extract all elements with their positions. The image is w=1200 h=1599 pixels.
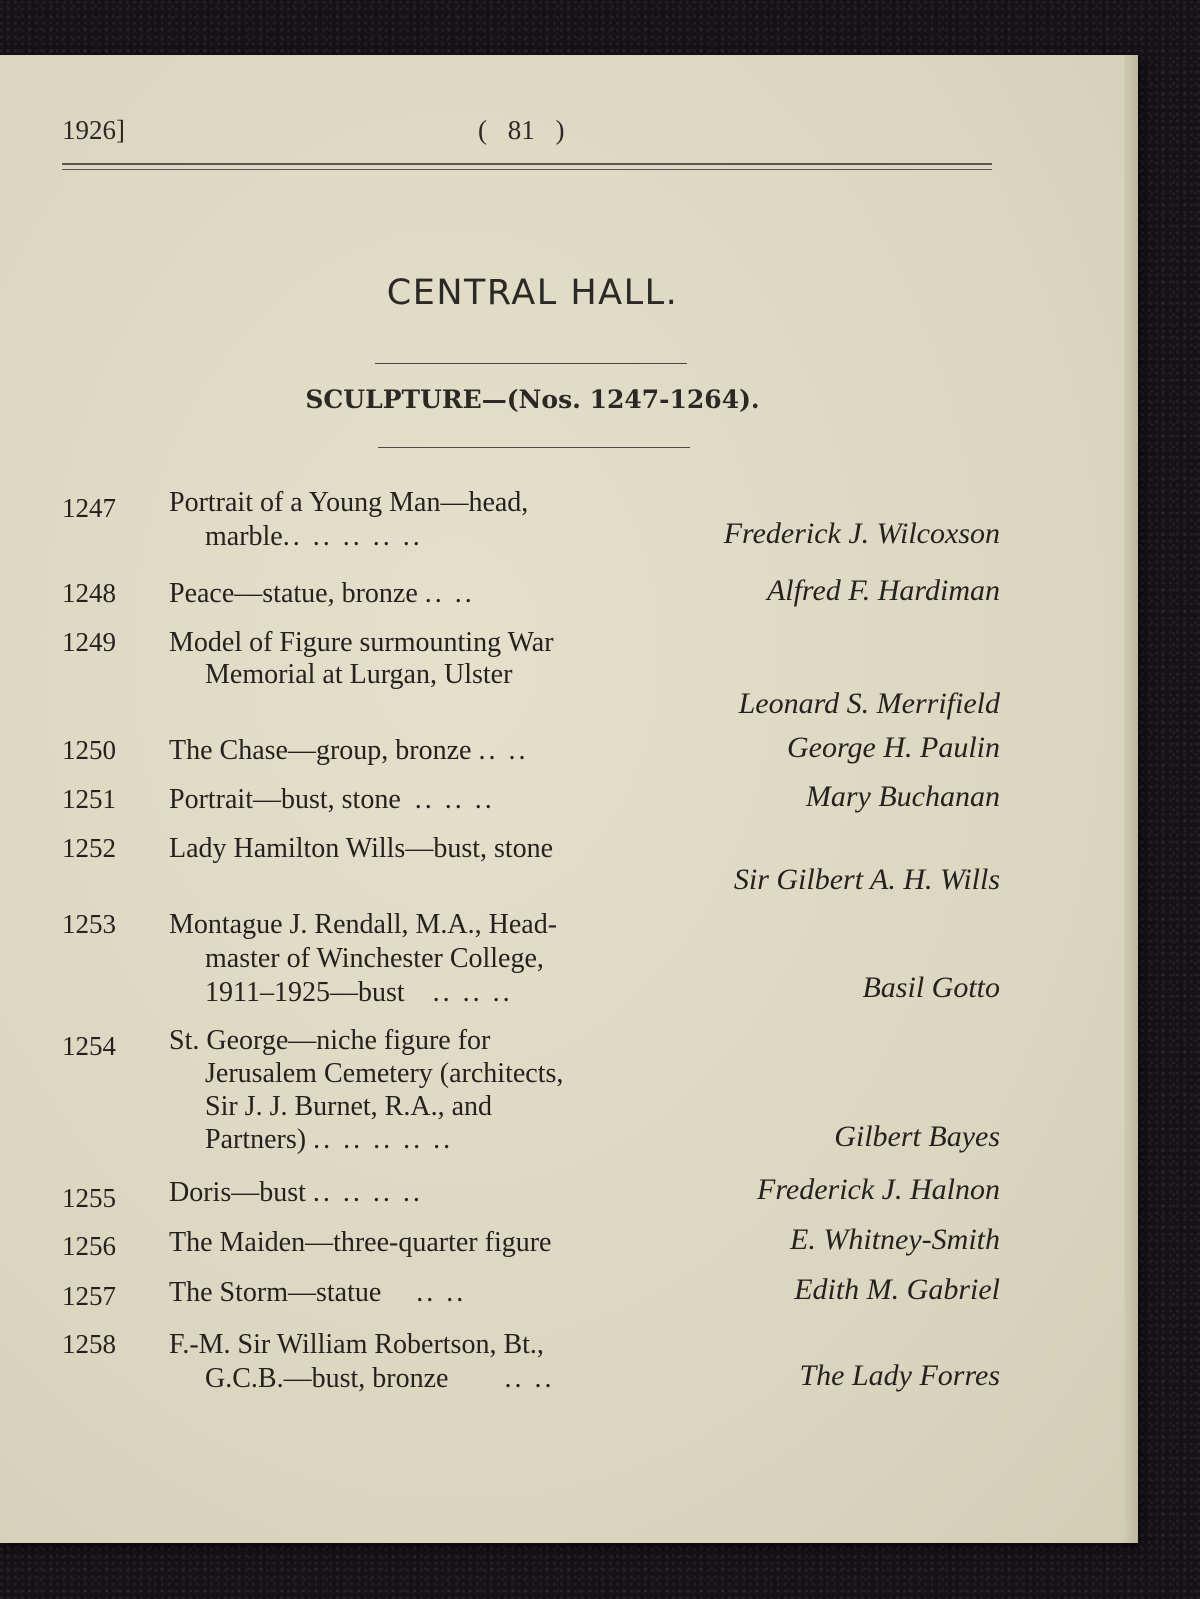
artist-name: George H. Paulin — [786, 731, 1000, 764]
artist-name: Leonard S. Merrifield — [738, 687, 1000, 720]
leader-dots: .. .. — [478, 735, 529, 766]
leader-dots: .. .. .. .. .. — [282, 521, 423, 552]
leader-dots: .. .. .. .. — [312, 1177, 423, 1208]
entry-title-line: Model of Figure surmounting War — [169, 627, 554, 658]
leader-dots: .. .. — [504, 1363, 555, 1394]
entry-title-line: Portrait of a Young Man—head, — [169, 487, 529, 518]
entry-title-line: master of Winchester College, — [205, 943, 544, 974]
running-header — [0, 55, 1138, 175]
entry-number: 1247 — [62, 493, 116, 523]
artist-name: Sir Gilbert A. H. Wills — [733, 863, 1000, 896]
entry-title-line: Memorial at Lurgan, Ulster — [205, 659, 513, 690]
artist-name: Gilbert Bayes — [834, 1120, 1000, 1153]
leader-dots: .. .. .. .. .. — [313, 1124, 454, 1155]
entry-title-line: Partners) .. .. .. .. .. — [205, 1124, 454, 1155]
entry-title-line: Portrait—bust, stone .. .. .. — [169, 784, 495, 815]
artist-name: E. Whitney-Smith — [790, 1223, 1000, 1256]
entry-number: 1257 — [62, 1281, 116, 1311]
title-divider — [375, 363, 687, 364]
entry-title-line: Lady Hamilton Wills—bust, stone — [169, 833, 554, 864]
leader-dots: .. .. .. — [414, 784, 495, 815]
page-edge — [1124, 55, 1138, 1543]
entry-title-line: St. George—niche figure for — [169, 1025, 491, 1056]
entry-title-line: Sir J. J. Burnet, R.A., and — [205, 1091, 492, 1122]
entry-title-line: G.C.B.—bust, bronze .. .. — [205, 1363, 555, 1394]
entry-number: 1249 — [62, 627, 116, 657]
entry-title-line: The Chase—group, bronze .. .. — [169, 735, 529, 766]
section-title: SCULPTURE—(Nos. 1247-1264). — [305, 385, 760, 414]
entry-number: 1251 — [62, 784, 116, 814]
artist-name: Alfred F. Hardiman — [766, 574, 1000, 607]
leader-dots: .. .. — [416, 1277, 467, 1308]
entry-number: 1258 — [62, 1329, 116, 1359]
entry-title-line: F.-M. Sir William Robertson, Bt., — [169, 1329, 544, 1360]
header-year: 1926] — [62, 115, 125, 145]
entry-title-line: The Maiden—three-quarter figure — [169, 1227, 552, 1258]
artist-name: Basil Gotto — [862, 971, 1000, 1004]
entry-number: 1253 — [62, 909, 116, 939]
entry-title-line: 1911–1925—bust .. .. .. — [205, 977, 513, 1008]
leader-dots: .. .. .. — [432, 977, 513, 1008]
entry-number: 1252 — [62, 833, 116, 863]
entry-number: 1248 — [62, 578, 116, 608]
hall-title: CENTRAL HALL. — [386, 273, 679, 313]
header-rule-thin — [62, 169, 992, 170]
entry-number: 1254 — [62, 1031, 116, 1061]
artist-name: Frederick J. Halnon — [757, 1173, 1000, 1206]
entry-title-line: Doris—bust .. .. .. .. — [169, 1177, 423, 1208]
entry-title-line: Jerusalem Cemetery (architects, — [205, 1058, 564, 1089]
catalogue-page — [0, 55, 1138, 1543]
artist-name: Edith M. Gabriel — [794, 1273, 1000, 1306]
entry-title-line: Peace—statue, bronze .. .. — [169, 578, 475, 609]
entry-title-line: Montague J. Rendall, M.A., Head- — [169, 909, 558, 940]
entry-number: 1256 — [62, 1231, 116, 1261]
entry-number: 1255 — [62, 1183, 116, 1213]
header-rule — [62, 163, 992, 165]
section-divider — [378, 447, 690, 448]
leader-dots: .. .. — [424, 578, 475, 609]
header-page-number: ( 81 ) — [478, 115, 565, 145]
artist-name: Frederick J. Wilcoxson — [723, 517, 1000, 550]
artist-name: The Lady Forres — [799, 1359, 1000, 1392]
entry-title-line: marble.. .. .. .. .. — [205, 521, 423, 552]
artist-name: Mary Buchanan — [805, 780, 1000, 813]
entry-number: 1250 — [62, 735, 116, 765]
entry-title-line: The Storm—statue .. .. — [169, 1277, 467, 1308]
